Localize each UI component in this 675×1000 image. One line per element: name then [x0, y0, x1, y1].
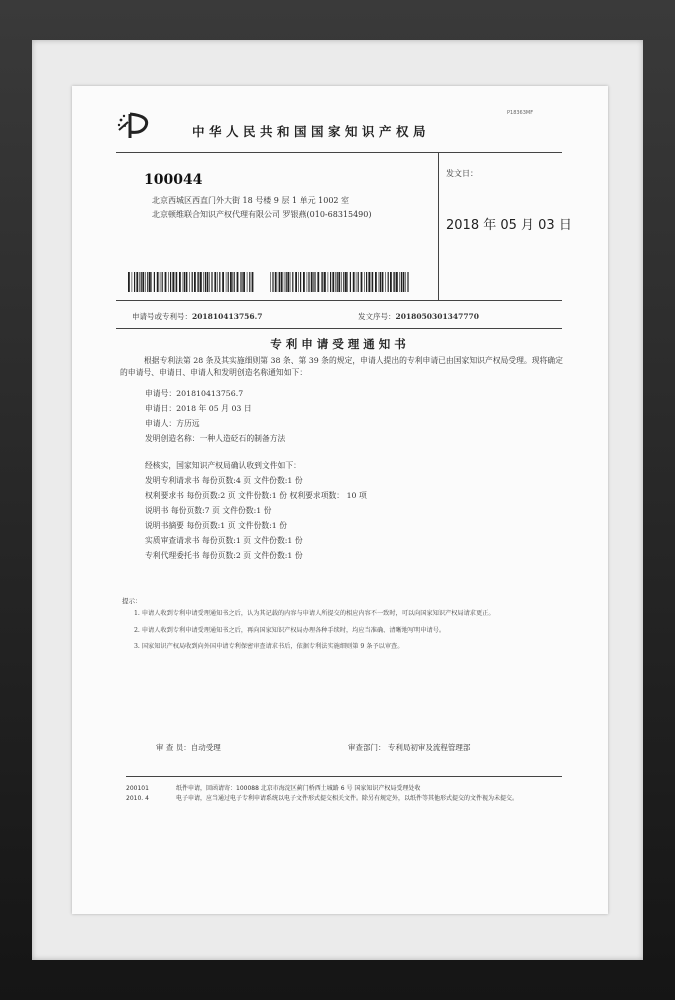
barcode-left [128, 272, 254, 292]
hints-title: 提示： [122, 597, 142, 605]
footer-rule [126, 776, 562, 777]
footer-codes [126, 784, 149, 804]
files-intro: 经核实，国家知识产权局确认收到文件如下： [145, 461, 301, 470]
dispatch-date: 2018 年 05 月 03 日 [446, 218, 572, 233]
office-name: 中华人民共和国国家知识产权局 [192, 124, 431, 139]
dispatch-date-label: 发文日： [446, 169, 478, 178]
application-number: 201810413756.7 [192, 312, 263, 321]
column-divider [438, 152, 439, 300]
file-item: 说明书摘要 每份页数:1 页 文件份数:1 份 [145, 521, 288, 530]
application-number-row [132, 311, 262, 322]
sipo-emblem-icon [116, 110, 156, 140]
field-invention-title: 发明创造名称：一种人造砭石的制备方法 [145, 434, 286, 443]
field-applicant: 申请人：方历远 [145, 419, 200, 428]
hint-item: 2. 申请人收到专利申请受理通知书之后，再向国家知识产权局办理各种手续时，均应当准确、清晰地写明申请号。 [134, 626, 446, 634]
examining-department: 审查部门： 专利局初审及流程管理部 [348, 743, 471, 752]
refs-bottom-rule [116, 328, 562, 329]
footer-text [176, 784, 566, 804]
form-code: P18363MF [507, 110, 534, 116]
file-item: 实质审查请求书 每份页数:1 页 文件份数:1 份 [145, 536, 303, 545]
footer-code: 200101 [126, 785, 149, 792]
file-item: 说明书 每份页数:7 页 文件份数:1 份 [145, 506, 272, 515]
hints-list [134, 608, 554, 654]
header-rule [116, 152, 562, 153]
footer-line: 电子申请，应当通过电子专利申请系统以电子文件形式提交相关文件。除另有规定外，以纸件等其他形式提交的文件视为未提交。 [176, 795, 519, 802]
received-files [145, 458, 367, 563]
file-item: 发明专利请求书 每份页数:4 页 文件份数:1 份 [145, 476, 303, 485]
serial-number-row [358, 311, 479, 322]
footer-line: 纸件申请，回函请寄：100088 北京市海淀区蓟门桥西土城路 6 号 国家知识产权局受理处收 [176, 785, 421, 792]
footer-code: 2010. 4 [126, 795, 149, 802]
hint-item: 3. 国家知识产权局收到向外国申请专利保密审查请求书后，依据专利法实施细则第 9 条予以审查。 [134, 643, 404, 650]
application-number-label: 申请号或专利号： [132, 312, 192, 321]
document-page [72, 86, 608, 914]
file-item: 专利代理委托书 每份页数:2 页 文件份数:1 份 [145, 551, 303, 560]
file-item: 权利要求书 每份页数:2 页 文件份数:1 份 权利要求项数： 10 项 [145, 491, 367, 500]
field-filing-date: 申请日：2018 年 05 月 03 日 [145, 404, 252, 413]
serial-number-label: 发文序号： [358, 312, 396, 321]
serial-number: 2018050301347770 [395, 312, 479, 321]
hint-item: 1. 申请人收到专利申请受理通知书之后，认为其记载的内容与申请人所提交的相应内容不一致时，可以向国家知识产权局请求更正。 [134, 610, 495, 617]
recipient-address: 北京西城区西直门外大街 18 号楼 9 层 1 单元 1002 室 [152, 196, 350, 205]
notice-intro: 根据专利法第 28 条及其实施细则第 38 条、第 39 条的规定，申请人提出的专利申请已由国家知识产权局受理。现将确定的申请号、申请日、申请人和发明创造名称通知如下： [120, 356, 563, 377]
postcode: 100044 [144, 172, 203, 188]
examiner: 审 查 员：自动受理 [156, 743, 221, 752]
application-fields [145, 386, 285, 446]
refs-top-rule [116, 300, 562, 301]
field-application-number: 申请号：201810413756.7 [145, 389, 244, 398]
recipient-agency: 北京顿维联合知识产权代理有限公司 罗银燕(010-68315490) [152, 210, 372, 219]
barcode-right [270, 272, 410, 292]
notice-title: 专利申请受理通知书 [270, 337, 410, 351]
